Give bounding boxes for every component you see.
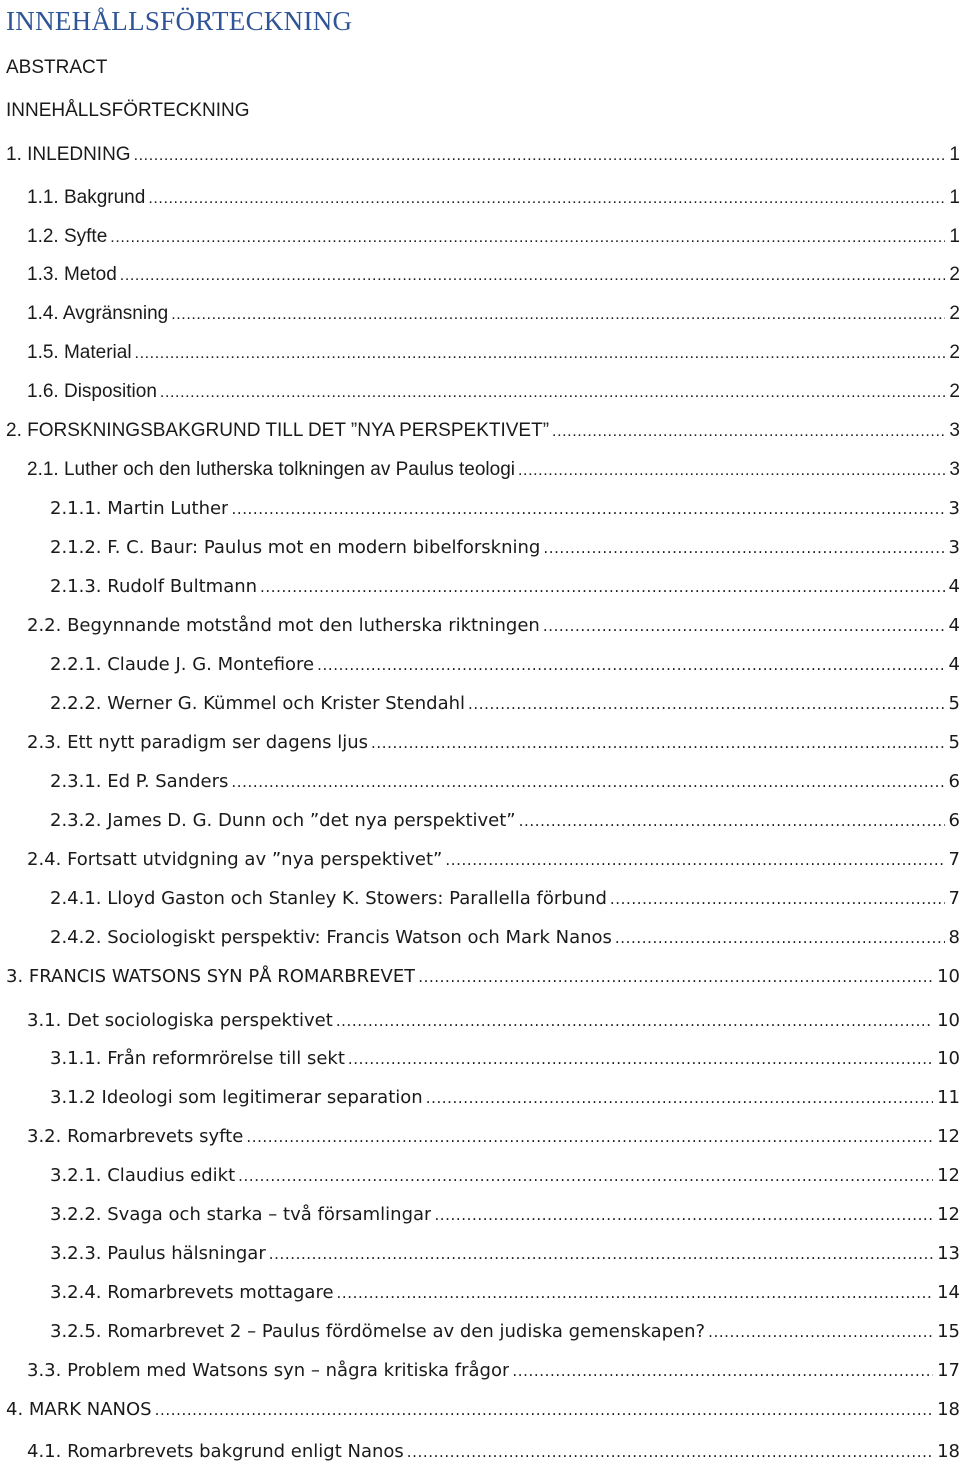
toc-entry-page: 3: [949, 420, 960, 441]
toc-leader: [317, 652, 944, 678]
toc-entry-label: 3.2.1. Claudius edikt: [50, 1165, 236, 1186]
toc-entry-label: 2.3. Ett nytt paradigm ser dagens ljus: [27, 732, 368, 753]
toc-entry[interactable]: [27, 262, 960, 288]
toc-entry[interactable]: [50, 1163, 960, 1189]
toc-entry[interactable]: [27, 379, 960, 405]
toc-leader: [445, 847, 944, 873]
toc-entry-label: 2.1. Luther och den lutherska tolkningen av Paulus teologi: [27, 459, 515, 480]
toc-entry-page: 18: [937, 1399, 960, 1420]
toc-entry-page: 2: [949, 381, 960, 402]
toc-entry-label: 3.2. Romarbrevets syfte: [27, 1126, 244, 1147]
toc-entry-label: 1.1. Bakgrund: [27, 187, 146, 208]
toc-entry[interactable]: [50, 496, 960, 522]
toc-entry[interactable]: [27, 185, 960, 211]
toc-entry-label: 1.3. Metod: [27, 264, 117, 285]
toc-entry-page: 6: [948, 771, 960, 792]
toc-entry-page: 6: [948, 810, 960, 831]
toc-leader: [171, 302, 945, 328]
toc-entry[interactable]: [6, 964, 960, 990]
page-title: INNEHÅLLSFÖRTECKNING: [6, 6, 353, 36]
toc-leader: [231, 496, 944, 522]
toc-entry-label: 4.1. Romarbrevets bakgrund enligt Nanos: [27, 1441, 404, 1462]
toc-entry[interactable]: [27, 224, 960, 250]
toc-entry-page: 2: [949, 342, 960, 363]
toc-leader: [110, 225, 945, 251]
toc-leader: [120, 263, 946, 289]
toc-entry-page: 10: [937, 1010, 960, 1031]
toc-entry-page: 7: [948, 849, 960, 870]
toc-entry[interactable]: [27, 613, 960, 639]
toc-entry-page: 3: [948, 537, 960, 558]
toc-entry[interactable]: [27, 340, 960, 366]
toc-leader: [134, 143, 946, 169]
toc-leader: [348, 1046, 933, 1072]
toc-entry-page: 18: [937, 1441, 960, 1462]
toc-entry-page: 4: [948, 654, 960, 675]
toc-entry-page: 15: [937, 1321, 960, 1342]
toc-entry-page: 17: [937, 1360, 960, 1381]
toc-entry-label: 3.1. Det sociologiska perspektivet: [27, 1010, 333, 1031]
toc-leader: [260, 574, 945, 600]
toc-entry-label: 3.3. Problem med Watsons syn – några kritiska frågor: [27, 1360, 510, 1381]
toc-entry-page: 1: [949, 187, 960, 208]
toc-leader: [519, 808, 945, 834]
toc-entry-label: 2.2.1. Claude J. G. Montefiore: [50, 654, 315, 675]
toc-leader: [615, 925, 945, 951]
toc-entry[interactable]: [50, 1046, 960, 1072]
toc-leader: [160, 380, 946, 406]
toc-entry[interactable]: [6, 418, 960, 444]
toc-entry-label: 2.2.2. Werner G. Kümmel och Krister Stendahl: [50, 693, 466, 714]
toc-entry-page: 10: [937, 966, 960, 987]
toc-entry-label: 2.1.3. Rudolf Bultmann: [50, 576, 258, 597]
toc-leader: [426, 1085, 933, 1111]
toc-entry-page: 4: [948, 576, 960, 597]
toc-leader: [269, 1241, 933, 1267]
toc-entry-page: 7: [948, 888, 960, 909]
toc-entry-page: 12: [937, 1126, 960, 1147]
toc-entry-label: 2.1.1. Martin Luther: [50, 498, 229, 519]
toc-entry[interactable]: [27, 301, 960, 327]
toc-entry[interactable]: [50, 1202, 960, 1228]
toc-entry-page: 2: [949, 303, 960, 324]
toc-leader: [238, 1163, 933, 1189]
toc-leader: [552, 419, 945, 445]
toc-entry-label: 3.1.2 Ideologi som legitimerar separation: [50, 1087, 423, 1108]
toc-entry[interactable]: [50, 886, 960, 912]
toc-entry-label: 2.4. Fortsatt utvidgning av ”nya perspektivet”: [27, 849, 443, 870]
toc-leader: [512, 1358, 933, 1384]
toc-entry[interactable]: [50, 574, 960, 600]
toc-entry-label: 1.5. Material: [27, 342, 132, 363]
toc-entry-page: 3: [948, 498, 960, 519]
toc-leader: [155, 1397, 933, 1423]
toc-entry-label: 2.2. Begynnande motstånd mot den lutherska riktningen: [27, 615, 540, 636]
toc-entry[interactable]: [50, 652, 960, 678]
toc-entry[interactable]: [6, 142, 960, 168]
toc-entry[interactable]: [50, 925, 960, 951]
toc-entry-label: 2.4.2. Sociologiskt perspektiv: Francis Watson och Mark Nanos: [50, 927, 612, 948]
toc-leader: [518, 458, 945, 484]
toc-entry[interactable]: [50, 808, 960, 834]
toc-leader: [371, 730, 945, 756]
toc-leader: [337, 1280, 934, 1306]
toc-entry[interactable]: [27, 1124, 960, 1150]
toc-entry-label: 4. MARK NANOS: [6, 1399, 152, 1420]
toc-entry-label: 2.3.1. Ed P. Sanders: [50, 771, 229, 792]
toc-entry[interactable]: [27, 730, 960, 756]
toc-leader: [246, 1124, 933, 1150]
toc-entry[interactable]: [27, 1439, 960, 1465]
toc-entry-page: 8: [948, 927, 960, 948]
toc-entry-label: 2.3.2. James D. G. Dunn och ”det nya perspektivet”: [50, 810, 516, 831]
toc-leader: [148, 186, 945, 212]
toc-entry[interactable]: [50, 1241, 960, 1267]
toc-entry-page: 12: [937, 1204, 960, 1225]
toc-leader: [336, 1008, 933, 1034]
toc-entry-page: 1: [949, 144, 960, 165]
toc-entry-label: 3.2.4. Romarbrevets mottagare: [50, 1282, 334, 1303]
toc-entry-page: 10: [937, 1048, 960, 1069]
toc-contents[interactable]: INNEHÅLLSFÖRTECKNING: [6, 100, 250, 121]
toc-entry-page: 13: [937, 1243, 960, 1264]
toc-entry-page: 1: [949, 226, 960, 247]
toc-entry-label: 3.2.3. Paulus hälsningar: [50, 1243, 266, 1264]
toc-entry-page: 14: [937, 1282, 960, 1303]
toc-entry-label: 1.6. Disposition: [27, 381, 157, 402]
toc-leader: [231, 769, 944, 795]
toc-entry-label: 2. FORSKNINGSBAKGRUND TILL DET ”NYA PERSPEKTIVET”: [6, 420, 550, 441]
toc-entry-page: 12: [937, 1165, 960, 1186]
toc-entry-label: 3.2.2. Svaga och starka – två församlingar: [50, 1204, 432, 1225]
toc-entry[interactable]: [50, 769, 960, 795]
toc-entry[interactable]: [6, 1397, 960, 1423]
toc-entry-label: 2.4.1. Lloyd Gaston och Stanley K. Stowers: Parallella förbund: [50, 888, 607, 909]
toc-leader: [543, 535, 944, 561]
toc-leader: [434, 1202, 933, 1228]
toc-entry-page: 5: [948, 732, 960, 753]
toc-entry[interactable]: [50, 691, 960, 717]
toc-abstract[interactable]: ABSTRACT: [6, 57, 108, 78]
toc-entry-page: 4: [948, 615, 960, 636]
toc-entry-page: 3: [949, 459, 960, 480]
toc-entry[interactable]: [50, 1280, 960, 1306]
toc-leader: [708, 1319, 933, 1345]
toc-entry-label: 1.2. Syfte: [27, 226, 108, 247]
toc-leader: [610, 886, 945, 912]
toc-entry-label: 1.4. Avgränsning: [27, 303, 169, 324]
toc-leader: [418, 964, 933, 990]
toc-entry-label: 3.2.5. Romarbrevet 2 – Paulus fördömelse av den judiska gemenskapen?: [50, 1321, 706, 1342]
toc-entry-label: 3. FRANCIS WATSONS SYN PÅ ROMARBREVET: [6, 966, 416, 987]
toc-entry-label: 3.1.1. Från reformrörelse till sekt: [50, 1048, 345, 1069]
toc-leader: [135, 341, 946, 367]
toc-entry[interactable]: [50, 535, 960, 561]
toc-entry[interactable]: [50, 1085, 960, 1111]
toc-leader: [468, 691, 945, 717]
toc-entry[interactable]: [27, 847, 960, 873]
toc-leader: [543, 613, 945, 639]
toc-entry[interactable]: [50, 1319, 960, 1345]
toc-entry-label: 1. INLEDNING: [6, 144, 131, 165]
toc-entry[interactable]: [27, 1358, 960, 1384]
toc-entry[interactable]: [27, 457, 960, 483]
toc-entry[interactable]: [27, 1008, 960, 1034]
toc-entry-page: 2: [949, 264, 960, 285]
toc-leader: [407, 1439, 933, 1465]
toc-entry-page: 11: [937, 1087, 960, 1108]
toc-entry-label: 2.1.2. F. C. Baur: Paulus mot en modern bibelforskning: [50, 537, 541, 558]
toc-entry-page: 5: [948, 693, 960, 714]
